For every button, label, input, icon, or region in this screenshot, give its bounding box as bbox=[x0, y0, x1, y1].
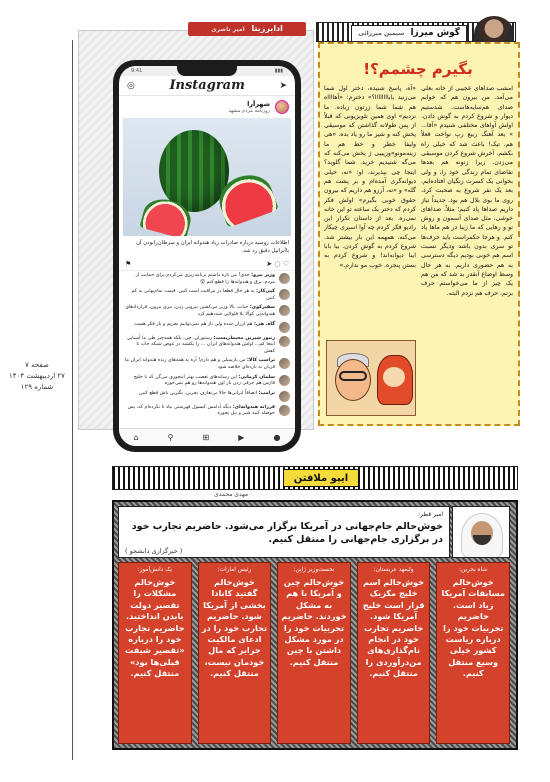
home-icon[interactable]: ⌂ bbox=[133, 433, 139, 442]
comment-item bbox=[124, 322, 290, 333]
issue-date: ۲۷ اردیبهشت ۱۴۰۴ bbox=[9, 372, 65, 380]
quote-box bbox=[118, 506, 450, 558]
card-text: خوش‌حالم چین و آمریکا با هم به مشکل خوردند. حاضریم تجربیات خود را در مورد مشکل داشتن با چین منتقل کنیم. bbox=[281, 577, 347, 667]
comment-body: من بازسیلی و هم دارم! آره به همه‌های رنده هندوانه ایران ما قربان به بارده‌ای خلاصه شود bbox=[124, 358, 275, 370]
reaction-cards bbox=[118, 562, 510, 744]
reaction-card bbox=[277, 562, 351, 744]
comment-item bbox=[124, 305, 290, 318]
margin-divider bbox=[72, 40, 73, 760]
page-meta bbox=[8, 360, 66, 393]
comment-body: حیات، بالا وزیر می‌کشین بیرونی زدن، نپری بیرون. قراردادهای هندوانه‌یی کوآلا بلا فلولایی شه‌دهیم کرد bbox=[125, 305, 275, 317]
comment-author[interactable]: فرزانه هندوانه‌ای: bbox=[232, 404, 275, 410]
comment-item bbox=[124, 375, 290, 388]
comment-item bbox=[124, 273, 290, 286]
avatar[interactable] bbox=[279, 305, 290, 316]
signal-icon: ▮▮▮ bbox=[274, 68, 283, 74]
heart-icon[interactable]: ♡ bbox=[282, 260, 289, 268]
cartoon-glasses bbox=[339, 371, 367, 381]
comment-text bbox=[124, 289, 275, 302]
cartoon-illustration bbox=[326, 340, 416, 416]
instagram-logo: Instagram bbox=[169, 78, 245, 93]
page-number: صفحه ۷ bbox=[25, 361, 49, 369]
comment-text bbox=[139, 391, 275, 398]
card-speaker: نخست‌وزیر ژاپن: bbox=[293, 567, 335, 573]
reaction-card bbox=[198, 562, 272, 744]
comment-body: جدی! من تازه داشتم برنامه‌ریزی می‌کردم برای حمایت از مردم، برق و هندوانه‌ها را قطع کنم 😮 bbox=[135, 273, 275, 285]
comment-body: هم ارزان شده ولی باز هم نمی‌توانیم بخریم و باز فکر هست bbox=[134, 321, 253, 327]
status-time: 9:41 bbox=[131, 68, 143, 74]
comments-list bbox=[119, 271, 295, 423]
phone-notch bbox=[177, 66, 237, 76]
bottom-navigation bbox=[119, 428, 295, 446]
comment-body: دیگه آدامس کپسول فهرستی بیاد تا نکرده‌ام که، پس حوصله کنید شیر و نیل بخوره bbox=[127, 404, 275, 417]
comment-item bbox=[124, 289, 290, 302]
column-tag-author: سیمین میرزائی bbox=[358, 30, 405, 37]
bottom-section-author: مهدی محمدی bbox=[214, 491, 249, 498]
avatar[interactable] bbox=[279, 322, 290, 333]
avatar[interactable] bbox=[279, 375, 290, 386]
column-text-left: «آه، پاسخ شنیده، دختر اول شما می‌زنید باباااااااا؟» دخترم: «آهااااه هم شما شما زرتون زیاده. ما نزدیم» اوی همین تلویزیونی که قبلاً از پس طولانه گذاشتن که موسیقی پخش کنه و شیر ما رو یاد بده. «هی ولیفا خطر و خط هم ما زینه‌مونو»وزیییی ژ پخش می‌کنه که می‌گه شنیدیم خرید. شما گلوبد؟ اینجا چی بپذیرند، او: «نه، خیلی دیوانه‌گری آمده‌ام و بر پشت هم گله» و «نه، آرزو هم داریم که بیرون حقوق خوبی بگیرم» اولش فکر کردم که دختر یک ساعته تو این خانه نمی‌ره. بعد از داستان تکرار این رادیو فکر کردم چه آوا اسپری چیکار می‌کنه. همهمه این بار بیشتر شد. شروع کردم به گوش کردن. بیا بابا اینا دیوانه‌اند! و شروع کردم به بستن پنجره. خوب مو ندارم.» bbox=[324, 85, 416, 269]
avatar[interactable] bbox=[275, 100, 289, 114]
column-text-right: امشب صداهای عجیبی از خانه بغلی می‌آمد. من بیرون هم که خوابم صدای هم‌سایه‌هاست. شدستیم دیوار و شروع کردم به گوش دادن. اولش آواهای مختلفی شنیدم «آقا... » بعد آهنگ ربیع رپ نواخت فعلاً هم. تیک! باعث شد که خیلی راه بکشم. آخرش شروع کردن موسیقی می‌زدن. زیرا زنونه هم بعدها تقاضای تمام زندگی خود را، و ولی بخوانی یک کسرت زنگیان افتاده‌ایم. بعد یک نفر شروع به صحبت کرد، روی ما بوی بلال هم بود. جدیداً نیاز داریم صدا‌ها پاد کنیم؛ مثلاً، صداهای خوشی، مثل صدای آسمون و روش نو و رهایی که ما زیبا در هم ماها پاد کنم. و هرجا حکمراست باید حرف‌ها تو سری بدون باشد ودیگر نسبت اسم هم خوبی بودیم دیگه دسترسی به هم حضوری داریم. به هر حال وسط اوضاع آنقدر بد شد که من هم یک چیز از ما می‌خواستم حرف بزنم. حرف هم نزدم البته. bbox=[421, 85, 513, 297]
comment-author[interactable]: زنبور شیرین محیط‌زیست: bbox=[213, 335, 275, 341]
comment-text bbox=[124, 358, 275, 371]
comment-author[interactable]: سلمان کرمانی: bbox=[238, 374, 275, 380]
instagram-section-tag bbox=[188, 22, 306, 36]
comment-text bbox=[134, 322, 275, 329]
card-speaker: رئیس امارات: bbox=[217, 567, 252, 573]
avatar[interactable] bbox=[279, 391, 290, 402]
instagram-top-bar bbox=[119, 76, 295, 96]
column-tag bbox=[351, 25, 467, 42]
speaker-photo bbox=[452, 506, 510, 558]
avatar[interactable] bbox=[279, 289, 290, 300]
card-speaker: ولیعهد عربستان: bbox=[373, 567, 414, 573]
card-text: خوش‌حالم گفتید کانادا بخشی از آمریکا شود. حاضریم تجارب خود را در ادعای مالکیت جزایر که مال خودمان نیست، منتقل کنیم. bbox=[201, 577, 268, 679]
comment-author[interactable]: تراسپ کالا: bbox=[247, 358, 275, 364]
comment-text bbox=[124, 405, 275, 418]
card-speaker: یک دانش‌آموز: bbox=[137, 567, 172, 573]
like-comment-share bbox=[266, 260, 289, 268]
comment-text bbox=[124, 375, 275, 388]
comment-body: انصافاً ایرانی‌ها حالا بی‌تعارف بخرین، بگیرین باش قطع کنین bbox=[139, 390, 258, 396]
reaction-card bbox=[118, 562, 192, 744]
search-icon[interactable]: ⚲ bbox=[167, 433, 174, 442]
comment-item bbox=[124, 405, 290, 418]
comment-text bbox=[124, 336, 275, 356]
quote-speaker: امیر قطر: bbox=[417, 511, 443, 518]
comment-text bbox=[124, 305, 275, 318]
comment-author[interactable]: سفیرکوی: bbox=[249, 305, 275, 311]
post-username[interactable]: شهرآرا bbox=[247, 100, 270, 108]
phone-screen bbox=[119, 66, 295, 446]
post-header bbox=[119, 96, 295, 118]
post-user-subtitle: روزنامه مردم مشهد bbox=[228, 108, 270, 114]
bookmark-icon[interactable]: ⚑ bbox=[125, 260, 132, 268]
instagram-section-title: ادابرزبتا bbox=[251, 24, 283, 33]
post-actions bbox=[119, 258, 295, 271]
reaction-card bbox=[357, 562, 431, 744]
issue-number: شماره ۱۲۹ bbox=[20, 383, 54, 391]
bottom-section-title: ایپو ملافتن bbox=[283, 469, 359, 487]
card-text: خوش‌حالم اسم خلیج مکزیک قرار است خلیج آمریکا شود. حاضریم تجارب خود در انجام نام‌گذاری‌های من‌درآوردی را منتقل کنیم. bbox=[362, 577, 425, 679]
avatar[interactable] bbox=[279, 273, 290, 284]
column-title: بگیرم چشمم؟! bbox=[363, 60, 473, 78]
comment-author[interactable]: ترامپ: bbox=[258, 390, 275, 396]
camera-icon[interactable]: ◎ bbox=[127, 80, 135, 91]
avatar[interactable] bbox=[279, 336, 290, 347]
comment-body: رستوران، چی، بلکه همه‌چیز طی ما آسیایی اینجا کم... اولش هندوانه‌های ایران ... را بکشید در عوض شیکه جات تا کفش bbox=[126, 335, 275, 354]
phone-mockup bbox=[113, 60, 301, 452]
reaction-card bbox=[436, 562, 510, 744]
send-icon[interactable]: ➤ bbox=[279, 80, 287, 91]
share-icon[interactable]: ➤ bbox=[266, 260, 273, 268]
cartoon-cow-face bbox=[383, 367, 405, 387]
comment-body: به هر حال قطعا در مراقبت است کنین. قیمت تمام‌نهایی به کم کنین bbox=[131, 289, 275, 301]
card-text: خوش‌حالم مشکلات را تقصیر دولت بایدن انداختید. حاضریم تجارب خود را درباره «تقصیر شیفت قبلی‌ها بود» منتقل کنیم. bbox=[125, 577, 185, 679]
profile-icon[interactable]: ● bbox=[273, 433, 281, 442]
comment-author[interactable]: کپی‌کار: bbox=[256, 289, 275, 295]
comment-icon[interactable]: ◌ bbox=[274, 260, 281, 268]
comment-item bbox=[124, 358, 290, 371]
avatar[interactable] bbox=[279, 405, 290, 416]
comment-item bbox=[124, 336, 290, 356]
comment-author[interactable]: وزیر نیرو: bbox=[251, 273, 275, 278]
comment-text bbox=[124, 273, 275, 286]
comment-item bbox=[124, 391, 290, 402]
reels-icon[interactable]: ▶ bbox=[238, 433, 245, 442]
post-caption: اطلاعات روسیه درباره صادرات زیاد هندوانه ایران و سرطان‌زابودن آن بااَبراتیل دقیق رد شد. bbox=[136, 240, 289, 254]
instagram-section-author: امیر ناصری bbox=[211, 26, 245, 33]
avatar[interactable] bbox=[279, 358, 290, 369]
comment-author[interactable]: گاه، هی: bbox=[253, 321, 275, 327]
comment-body: این رسانه‌های تعصب بهتر اینجوری می‌گن که با خلیج فارس هم حرفی زدن باز اون هندوانه‌ها رو هم نمی‌خوره bbox=[133, 374, 275, 387]
bottom-header-bar bbox=[112, 466, 518, 490]
column-tag-title: گوش میرزا bbox=[410, 28, 460, 38]
add-icon[interactable]: ⊞ bbox=[202, 433, 210, 442]
card-speaker: شاه بحرین: bbox=[459, 567, 488, 573]
quote-source: ( خبرگزاری دانشجو ) bbox=[125, 547, 183, 555]
card-text: خوش‌حالم مسابقات آمریکا زیاد است. حاضریم تجربیات خود را درباره ریاست کشور خیلی وسیع منتقل کنیم. bbox=[441, 577, 505, 679]
post-image-watermelon[interactable] bbox=[123, 118, 291, 236]
quote-text: خوش‌حالم جام‌جهانی در آمریکا برگزار می‌شود. حاضریم تجارب خود در برگزاری جام‌جهانی را منتقل کنیم. bbox=[131, 521, 443, 545]
